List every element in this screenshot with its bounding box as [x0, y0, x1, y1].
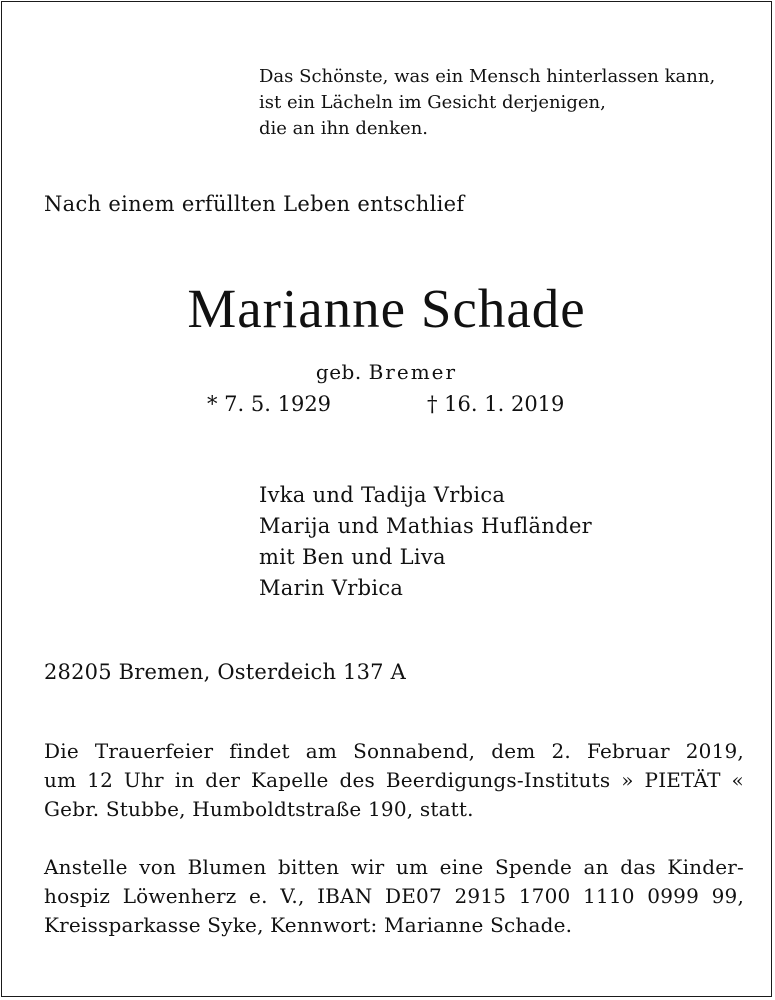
mourner-line: Ivka und Tadija Vrbica	[259, 483, 506, 507]
funeral-line: Gebr. Stubbe, Humboldtstraße 190, statt.	[44, 797, 474, 821]
memorial-quote	[259, 64, 715, 142]
donation-paragraph	[44, 853, 744, 940]
funeral-paragraph	[44, 737, 744, 824]
mourner-line: Marin Vrbica	[259, 576, 404, 600]
address: 28205 Bremen, Osterdeich 137 A	[44, 660, 406, 684]
funeral-line: um 12 Uhr in der Kapelle des Beerdigungs-Instituts » PIETÄT «	[44, 768, 744, 792]
quote-line: die an ihn denken.	[259, 118, 429, 139]
mourner-line: mit Ben und Liva	[259, 545, 446, 569]
donation-line: Anstelle von Blumen bitten wir um eine Spende an das Kinder-	[44, 855, 744, 879]
intro-text: Nach einem erfüllten Leben entschlief	[44, 192, 465, 216]
deceased-name: Marianne Schade	[187, 278, 586, 339]
mourners-list	[259, 480, 592, 604]
maiden-name: Bremer	[368, 360, 458, 384]
donation-line: Kreissparkasse Syke, Kennwort: Marianne Schade.	[44, 913, 573, 937]
quote-line: ist ein Lächeln im Gesicht derjenigen,	[259, 92, 606, 113]
mourner-line: Marija und Mathias Hufländer	[259, 514, 593, 538]
maiden-name-line	[0, 360, 773, 384]
death-date: † 16. 1. 2019	[427, 392, 565, 416]
maiden-prefix: geb.	[315, 360, 362, 384]
funeral-line: Die Trauerfeier findet am Sonnabend, dem 2. Februar 2019,	[44, 739, 744, 763]
birth-date: * 7. 5. 1929	[207, 392, 332, 416]
donation-line: hospiz Löwenherz e. V., IBAN DE07 2915 1700 1110 0999 99,	[44, 884, 744, 908]
quote-line: Das Schönste, was ein Mensch hinterlassen kann,	[259, 66, 716, 87]
